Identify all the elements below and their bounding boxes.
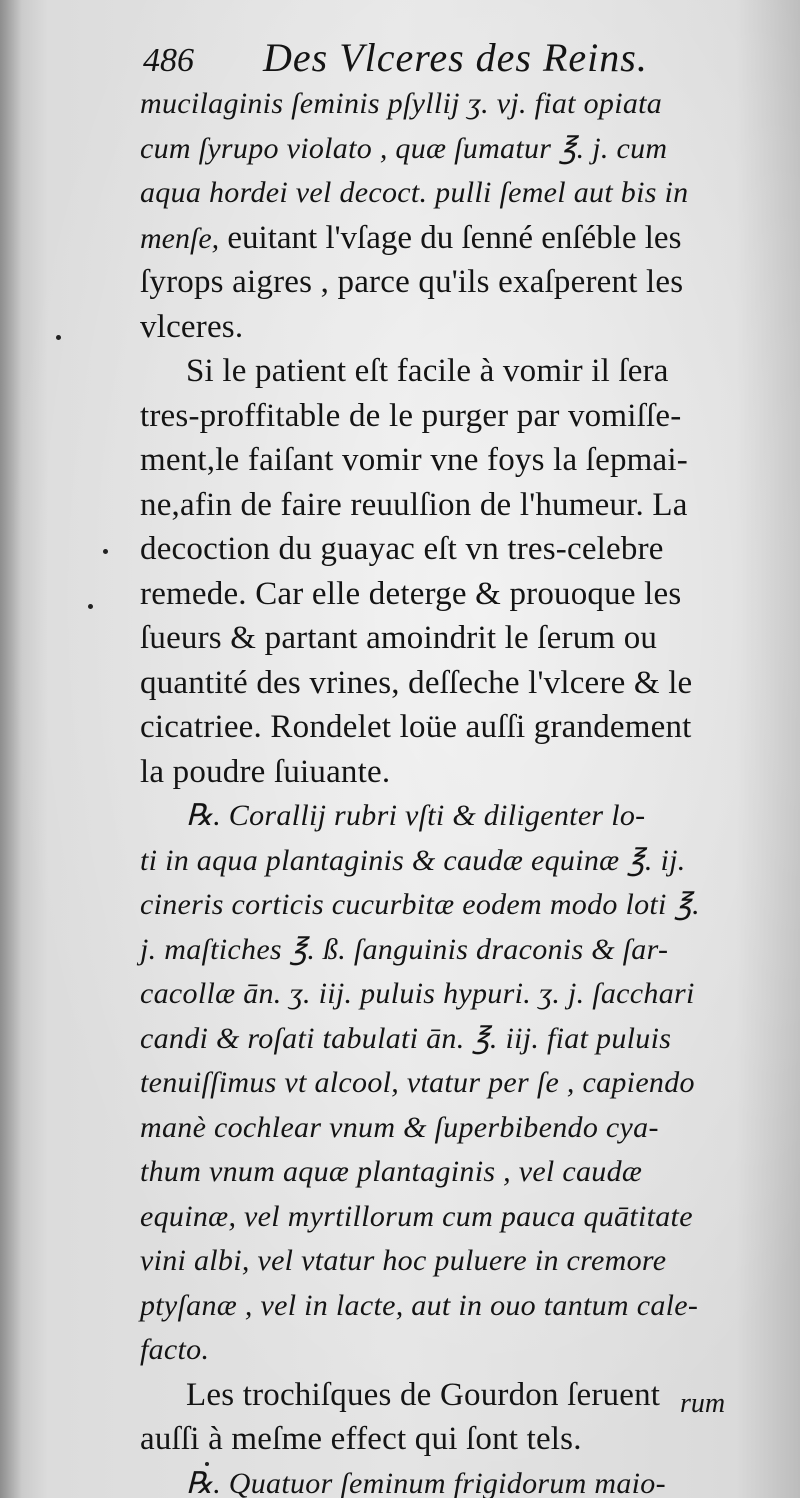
text-line: vlceres. xyxy=(140,308,244,345)
text-line: la poudre ſuiuante. xyxy=(140,753,391,790)
text-line: Les trochiſques de Gourdon ſeruent xyxy=(186,1376,661,1413)
running-title: Des Vlceres des Reins. xyxy=(263,35,648,80)
text-line: vini albi, vel vtatur hoc puluere in cremore xyxy=(140,1244,667,1277)
text-line: Si le patient eſt facile à vomir il ſera xyxy=(186,353,669,389)
running-header xyxy=(143,32,783,87)
text-line: ℞. Quatuor ſeminum frigidorum maio- xyxy=(186,1466,666,1498)
text-line: ne,afin de faire reuulſion de l'humeur. La xyxy=(140,486,688,523)
gutter-shadow xyxy=(0,0,22,1498)
text-line: cicatriee. Rondelet loüe auſſi grandement xyxy=(140,709,692,745)
body-text xyxy=(140,82,765,1498)
text-line: equinæ, vel myrtillorum cum pauca quātitate xyxy=(140,1199,693,1233)
text-line: facto. xyxy=(140,1333,210,1366)
text-line: ℞. Corallij rubri vſti & diligenter lo- xyxy=(186,799,646,832)
text-line: auſſi à meſme effect qui ſont tels. xyxy=(140,1421,582,1457)
page-number: 486 xyxy=(143,42,194,79)
text-line: candi & roſati tabulati ān. ℥. iij. fiat puluis xyxy=(140,1021,672,1055)
text-line xyxy=(140,216,765,261)
text-line: ſueurs & partant amoindrit le ſerum ou xyxy=(140,620,658,656)
text-line: tres-proffitable de le purger par vomiſſe- xyxy=(140,397,682,434)
text-line: cacollæ ān. ʒ. iij. puluis hypuri. ʒ. j. ſacchari xyxy=(140,977,695,1010)
text-line: mucilaginis ſeminis pſyllij ʒ. vj. fiat opiata xyxy=(140,87,663,120)
ink-speck xyxy=(56,335,61,340)
text-line: remede. Car elle deterge & prouoque les xyxy=(140,575,682,612)
text-line: j. maſtiches ℥. ß. ſanguinis draconis & ſar- xyxy=(140,932,669,966)
text-line: ti in aqua plantaginis & caudæ equinæ ℥. ij. xyxy=(140,843,686,877)
text-line: manè cochlear vnum & ſuperbibendo cya- xyxy=(140,1110,659,1144)
text-line: ment,le faiſant vomir vne foys la ſepmai- xyxy=(140,442,688,478)
text-line: ſyrops aigres , parce qu'ils exaſperent les xyxy=(140,264,684,300)
ink-speck xyxy=(103,549,108,554)
text-line: cineris corticis cucurbitæ eodem modo loti ℥. xyxy=(140,888,700,921)
ink-speck xyxy=(205,1462,209,1466)
text-line: thum vnum aquæ plantaginis , vel caudæ xyxy=(140,1155,643,1188)
text-italic-run: menſe, xyxy=(140,221,220,255)
text-line: cum ſyrupo violato , quæ ſumatur ℥. j. cum xyxy=(140,131,668,165)
text-line: quantité des vrines, deſſeche l'vlcere & le xyxy=(140,664,693,701)
text-line: ptyſanæ , vel in lacte, aut in ouo tantum cale- xyxy=(140,1288,699,1322)
text-roman-run: euitant l'vſage du ſenné enſéble les xyxy=(219,219,682,256)
text-line: tenuiſſimus vt alcool, vtatur per ſe , capiendo xyxy=(140,1066,695,1099)
ink-speck xyxy=(88,604,93,609)
catchword: rum xyxy=(680,1388,726,1419)
text-line: decoction du guayac eſt vn tres-celebre xyxy=(140,531,664,567)
text-line: aqua hordei vel decoct. pulli ſemel aut bis in xyxy=(140,176,689,209)
